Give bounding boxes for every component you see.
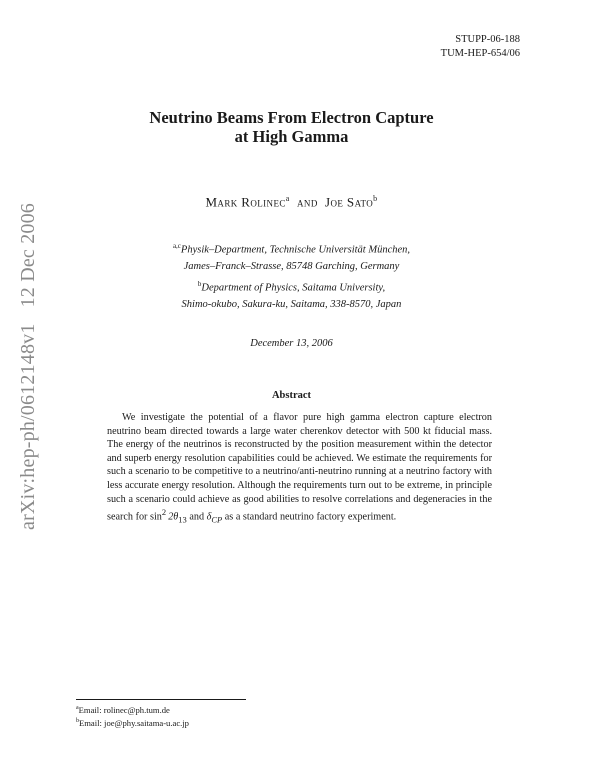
abstract-heading: Abstract — [271, 390, 312, 401]
affiliation-1-line-1: Physik–Department, Technische Universität München, — [180, 244, 411, 256]
author-1-mark: a — [285, 194, 290, 203]
author-2: Joe Sato — [325, 194, 374, 210]
affiliation-2-line-1: Department of Physics, Saitama University, — [201, 282, 386, 294]
footnote-1 — [76, 703, 189, 716]
footnote-2-mark: b — [76, 717, 79, 724]
arxiv-date: 12 Dec 2006 — [16, 203, 39, 308]
report-number-2: TUM-HEP-654/06 — [440, 48, 520, 59]
author-list — [0, 194, 583, 210]
footnote-2-text: Email: joe@phy.saitama-u.ac.jp — [79, 717, 189, 728]
arxiv-id: arXiv:hep-ph/0612148v1 — [16, 323, 39, 530]
affiliation-1-mark: a,c — [172, 242, 181, 250]
title-line-2: at High Gamma — [234, 127, 349, 146]
footnote-2 — [76, 716, 189, 729]
abstract-text — [107, 411, 492, 527]
math-delta: δ — [206, 511, 212, 523]
abstract-end: as a standard neutrino factory experiment. — [224, 511, 397, 523]
math-theta-subscript: 13 — [178, 514, 187, 525]
author-1: Mark Rolinec — [205, 194, 286, 210]
math-delta-subscript: CP — [211, 514, 223, 525]
paper-title — [0, 108, 583, 146]
footnote-1-text: Email: rolinec@ph.tum.de — [78, 704, 170, 715]
affiliation-1 — [0, 238, 583, 275]
report-number-1: STUPP-06-188 — [455, 34, 520, 45]
footnote-1-mark: a — [76, 705, 79, 711]
math-sin-exponent: 2 — [161, 507, 167, 518]
math-theta: 2θ — [168, 511, 179, 523]
footnotes — [76, 703, 189, 729]
author-connector: and — [297, 194, 318, 210]
abstract-and: and — [189, 511, 205, 523]
author-2-mark: b — [373, 194, 378, 203]
title-line-1: Neutrino Beams From Electron Capture — [149, 108, 434, 127]
footnote-divider — [76, 699, 246, 700]
affiliation-2-mark: b — [197, 280, 202, 288]
report-numbers — [441, 33, 520, 61]
abstract-main: We investigate the potential of a flavor pure high gamma electron capture electron neutrino beam directed towards a large water cherenkov detector with 500 kt fiducial mass. The energy of the neutrinos is reconstructed by the position measurement within the detector and superb energy resolution capabilities could be achieved. We estimate the requirements for such a scenario to be competitive to a neutrino/anti-neutrino running at a neutrino factory with less accurate energy resolution. Although the requirements turn out to be extreme, in principle such a scenario could achieve as good abilities to resolve correlations and degeneracies in the search for sin — [107, 412, 492, 523]
affiliation-1-line-2: James–Franck–Strasse, 85748 Garching, Germany — [183, 260, 400, 272]
affiliation-2-line-2: Shimo-okubo, Sakura-ku, Saitama, 338-8570, Japan — [181, 298, 402, 310]
affiliation-2 — [0, 276, 583, 313]
paper-date: December 13, 2006 — [250, 338, 333, 349]
